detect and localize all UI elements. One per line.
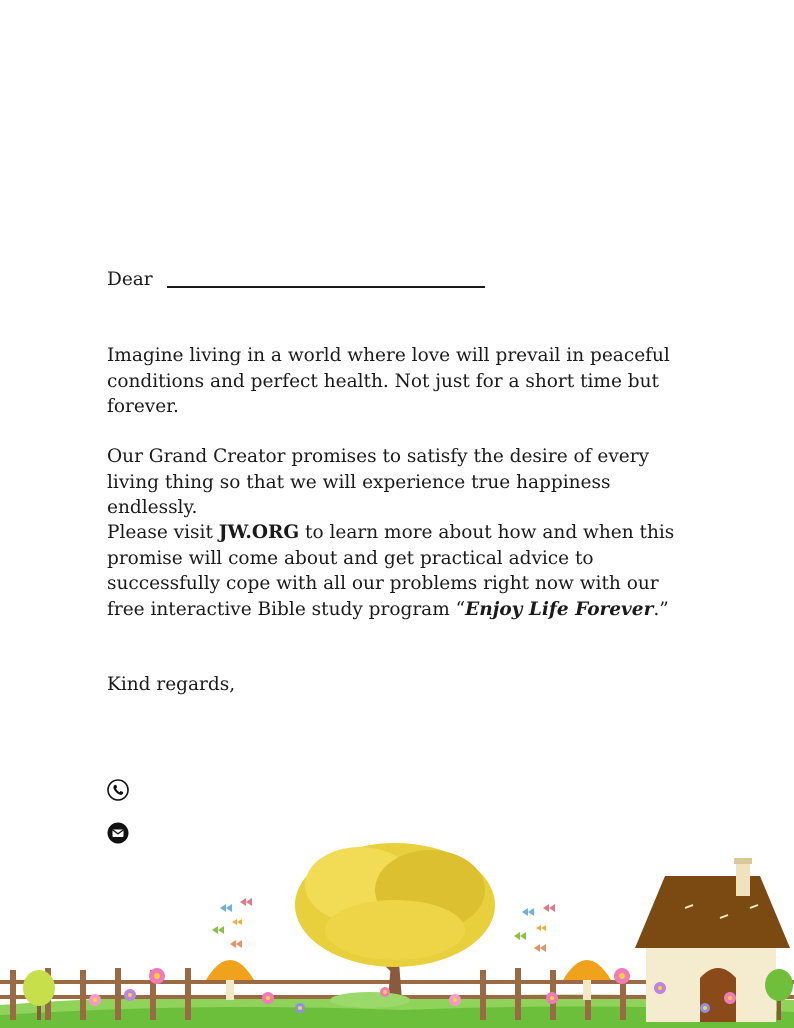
invitation-text-middle: to learn more about how and when this promise will come about and get practical advice to successfully cope with all our problems right now with our free interactive Bible study program “: [107, 522, 675, 620]
invitation-text-end: .”: [653, 598, 669, 620]
butterflies-right: [514, 904, 555, 952]
butterflies-left: [212, 898, 252, 948]
closing: Kind regards,: [107, 674, 236, 695]
salutation: Dear: [107, 269, 153, 290]
paragraph-invitation: [107, 520, 697, 622]
website-link[interactable]: JW.ORG: [218, 522, 300, 543]
paragraph-intro: Imagine living in a world where love will prevail in peaceful conditions and perfect health. Not just for a short time but forever.: [107, 345, 670, 417]
mushroom-left: [206, 960, 254, 1000]
garden-illustration: [0, 830, 794, 1028]
phone-icon: [107, 779, 129, 801]
paragraph-promise: Our Grand Creator promises to satisfy the desire of every living thing so that we will experience true happiness endlessly.: [107, 446, 650, 518]
program-title: Enjoy Life Forever: [465, 598, 654, 620]
invitation-text-start: Please visit: [107, 522, 219, 543]
house: [635, 858, 790, 1022]
mushroom-right: [563, 960, 611, 1000]
recipient-name-line[interactable]: [167, 286, 485, 288]
